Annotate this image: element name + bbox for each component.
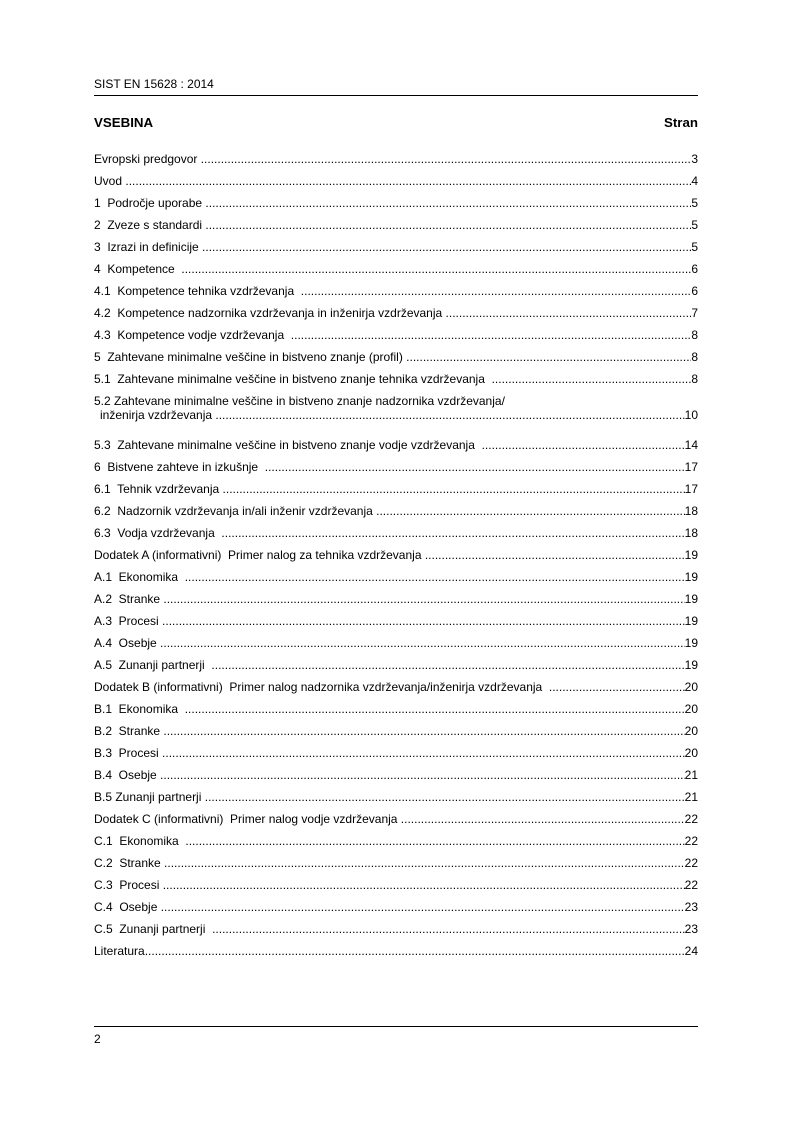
toc-entry-title: 5.3 Zahtevane minimalne veščine in bistveno znanje vodje vzdrževanja: [94, 438, 482, 452]
toc-entry-title: 6.3 Vodja vzdrževanja: [94, 526, 222, 540]
toc-entry[interactable]: [94, 350, 698, 372]
dot-leader: [291, 328, 692, 342]
toc-entry-title: B.4 Osebje: [94, 768, 161, 782]
toc-entry-title: B.1 Ekonomika: [94, 702, 185, 716]
toc-entry-line: [94, 922, 698, 936]
toc-entry-line: [94, 218, 698, 232]
toc-entry[interactable]: [94, 504, 698, 526]
dot-leader: [185, 570, 685, 584]
toc-entry-title: Dodatek C (informativni) Primer nalog vodje vzdrževanja: [94, 812, 401, 826]
toc-entry-page: 19: [684, 570, 698, 584]
toc-entry-line: [94, 570, 698, 584]
toc-entry-line: [94, 658, 698, 672]
toc-entry-page: 8: [691, 328, 698, 342]
toc-entry-page: 19: [684, 548, 698, 562]
toc-entry[interactable]: [94, 196, 698, 218]
toc-entry-title: 5 Zahtevane minimalne veščine in bistveno znanje (profil): [94, 350, 407, 364]
toc-entry-line: [94, 372, 698, 386]
toc-entry-title: 5.1 Zahtevane minimalne veščine in bistveno znanje tehnika vzdrževanja: [94, 372, 492, 386]
toc-entry-line: [94, 152, 698, 166]
dot-leader: [406, 350, 691, 364]
toc-entry-page: 22: [684, 856, 698, 870]
dot-leader: [185, 702, 685, 716]
toc-entry[interactable]: [94, 240, 698, 262]
toc-entry-title: 3 Izrazi in definicije: [94, 240, 203, 254]
toc-entry-page: 20: [684, 746, 698, 760]
toc-title: VSEBINA: [94, 115, 154, 130]
toc-entry[interactable]: [94, 922, 698, 944]
dot-leader: [185, 834, 684, 848]
toc-entry[interactable]: [94, 834, 698, 856]
toc-entry[interactable]: [94, 526, 698, 548]
dot-leader: [201, 152, 692, 166]
toc-entry-title: C.3 Procesi: [94, 878, 163, 892]
toc-entry-line: [94, 834, 698, 848]
toc-entry-page: 17: [684, 482, 698, 496]
toc-entry-page: 19: [684, 614, 698, 628]
dot-leader: [162, 746, 685, 760]
toc-entry-title: 2 Zveze s standardi: [94, 218, 206, 232]
toc-entry-line: [94, 548, 698, 562]
dot-leader: [162, 614, 685, 628]
toc-entry[interactable]: [94, 856, 698, 878]
toc-entry-line: [94, 174, 698, 188]
toc-entry-line: [94, 724, 698, 738]
dot-leader: [215, 408, 684, 422]
page-footer: [94, 1026, 698, 1046]
toc-entry-line: [94, 482, 698, 496]
toc-entry-line: [94, 350, 698, 364]
toc-entry-page: 18: [684, 526, 698, 540]
toc-entry-page: 22: [684, 878, 698, 892]
toc-entry-line: [94, 614, 698, 628]
page-column-label: Stran: [664, 115, 698, 130]
dot-leader: [160, 636, 685, 650]
toc-entry-title: 1 Področje uporabe: [94, 196, 206, 210]
dot-leader: [205, 196, 691, 210]
toc-entry-page: 7: [691, 306, 698, 320]
toc-entry-line: [94, 438, 698, 452]
toc-entry-title: 6.1 Tehnik vzdrževanja: [94, 482, 223, 496]
toc-entry-line: [94, 526, 698, 540]
toc-entry-page: 19: [684, 592, 698, 606]
toc-entry-line: [94, 768, 698, 782]
toc-entry-title: 6 Bistvene zahteve in izkušnje: [94, 460, 265, 474]
toc-entry-page: 5: [691, 218, 698, 232]
toc-entry[interactable]: [94, 812, 698, 834]
toc-entry-page: 19: [684, 636, 698, 650]
dot-leader: [301, 284, 692, 298]
toc-entry[interactable]: [94, 284, 698, 306]
dot-leader: [205, 218, 691, 232]
toc-entry-line: [94, 746, 698, 760]
toc-entry-title: C.5 Zunanji partnerji: [94, 922, 213, 936]
toc-entry[interactable]: [94, 790, 698, 812]
dot-leader: [163, 724, 684, 738]
toc-entry[interactable]: [94, 262, 698, 284]
toc-entry-title: B.5 Zunanji partnerji: [94, 790, 205, 804]
document-id: SIST EN 15628 : 2014: [94, 77, 214, 91]
toc-entry-continuation: inženirja vzdrževanja: [100, 408, 216, 422]
toc-entry-page: 14: [684, 438, 698, 452]
toc-entry-page: 20: [684, 702, 698, 716]
toc-entry-line: [94, 812, 698, 826]
toc-entry-line: [94, 284, 698, 298]
toc-entry-title: A.4 Osebje: [94, 636, 161, 650]
toc-entry-line: [94, 240, 698, 254]
toc-entry[interactable]: [94, 878, 698, 900]
toc-entry[interactable]: [94, 328, 698, 350]
toc-entry-page: 20: [684, 724, 698, 738]
toc-entry-title: A.2 Stranke: [94, 592, 164, 606]
dot-leader: [181, 262, 691, 276]
toc-entry[interactable]: [94, 394, 698, 438]
toc-entry-page: 22: [684, 834, 698, 848]
dot-leader: [145, 944, 685, 958]
toc-entry-page: 18: [684, 504, 698, 518]
dot-leader: [211, 658, 684, 672]
toc-entry-title: Evropski predgovor: [94, 152, 201, 166]
toc-entry[interactable]: [94, 460, 698, 482]
toc-entry[interactable]: [94, 768, 698, 790]
toc-entry-line: [94, 900, 698, 914]
toc-entry[interactable]: [94, 174, 698, 196]
table-of-contents: [94, 152, 698, 966]
toc-entry[interactable]: [94, 658, 698, 680]
toc-entry[interactable]: [94, 482, 698, 504]
toc-entry-title: Dodatek B (informativni) Primer nalog nadzornika vzdrževanja/inženirja vzdrževanja: [94, 680, 549, 694]
dot-leader: [549, 680, 685, 694]
toc-entry-page: 21: [684, 768, 698, 782]
toc-entry-page: 8: [691, 372, 698, 386]
dot-leader: [163, 592, 684, 606]
dot-leader: [425, 548, 685, 562]
toc-entry-line: [94, 262, 698, 276]
toc-entry-title: 4.1 Kompetence tehnika vzdrževanja: [94, 284, 301, 298]
toc-entry-page: 21: [684, 790, 698, 804]
toc-entry[interactable]: [94, 372, 698, 394]
toc-entry-title: B.2 Stranke: [94, 724, 164, 738]
toc-entry-line: [94, 460, 698, 474]
toc-entry-line: [94, 592, 698, 606]
toc-entry-line: [94, 504, 698, 518]
dot-leader: [223, 482, 685, 496]
toc-entry-line: [94, 680, 698, 694]
toc-entry-line: [94, 306, 698, 320]
toc-entry[interactable]: [94, 152, 698, 174]
toc-entry[interactable]: [94, 570, 698, 592]
toc-entry-line: [94, 636, 698, 650]
toc-heading: [94, 115, 698, 131]
dot-leader: [161, 900, 685, 914]
toc-entry[interactable]: [94, 548, 698, 570]
toc-entry-title: Literatura: [94, 944, 145, 958]
toc-entry-page: 23: [684, 900, 698, 914]
dot-leader: [446, 306, 692, 320]
toc-entry[interactable]: [94, 746, 698, 768]
toc-entry-title: Uvod: [94, 174, 126, 188]
dot-leader: [164, 856, 685, 870]
toc-entry[interactable]: [94, 218, 698, 240]
dot-leader: [376, 504, 685, 518]
toc-entry[interactable]: [94, 438, 698, 460]
dot-leader: [160, 768, 685, 782]
dot-leader: [163, 878, 685, 892]
toc-entry-page: 8: [691, 350, 698, 364]
toc-entry-title: 4 Kompetence: [94, 262, 182, 276]
toc-entry-line: [94, 328, 698, 342]
toc-entry[interactable]: [94, 702, 698, 724]
dot-leader: [205, 790, 685, 804]
toc-entry-title: A.1 Ekonomika: [94, 570, 185, 584]
toc-entry-line: [94, 856, 698, 870]
toc-entry-page: 10: [684, 408, 698, 422]
dot-leader: [482, 438, 685, 452]
dot-leader: [401, 812, 685, 826]
toc-entry-page: 3: [691, 152, 698, 166]
toc-entry-title: C.4 Osebje: [94, 900, 161, 914]
toc-entry-page: 6: [691, 284, 698, 298]
toc-entry-line: [94, 408, 698, 422]
toc-entry-title: C.1 Ekonomika: [94, 834, 186, 848]
dot-leader: [221, 526, 684, 540]
toc-entry[interactable]: [94, 680, 698, 702]
toc-entry-page: 17: [684, 460, 698, 474]
toc-entry-title: A.3 Procesi: [94, 614, 163, 628]
toc-entry-page: 22: [684, 812, 698, 826]
toc-entry[interactable]: [94, 900, 698, 922]
toc-entry-line: [94, 790, 698, 804]
toc-entry-title: A.5 Zunanji partnerji: [94, 658, 212, 672]
toc-entry-title: C.2 Stranke: [94, 856, 165, 870]
toc-entry-page: 6: [691, 262, 698, 276]
dot-leader: [492, 372, 692, 386]
page-number: 2: [94, 1032, 101, 1046]
toc-entry[interactable]: [94, 944, 698, 966]
toc-entry-page: 4: [691, 174, 698, 188]
toc-entry-page: 19: [684, 658, 698, 672]
toc-entry[interactable]: [94, 724, 698, 746]
toc-entry-line: [94, 878, 698, 892]
toc-entry[interactable]: [94, 306, 698, 328]
toc-entry[interactable]: [94, 592, 698, 614]
toc-entry-page: 20: [684, 680, 698, 694]
dot-leader: [212, 922, 685, 936]
dot-leader: [125, 174, 691, 188]
toc-entry-title: B.3 Procesi: [94, 746, 163, 760]
toc-entry-title: 4.2 Kompetence nadzornika vzdrževanja in inženirja vzdrževanja: [94, 306, 446, 320]
toc-entry-title: 6.2 Nadzornik vzdrževanja in/ali inženir vzdrževanja: [94, 504, 377, 518]
toc-entry-title: 5.2 Zahtevane minimalne veščine in bistveno znanje nadzornika vzdrževanja/: [94, 394, 505, 408]
page-header: [94, 75, 698, 96]
toc-entry-line: [94, 196, 698, 210]
toc-entry[interactable]: [94, 636, 698, 658]
toc-entry-page: 23: [684, 922, 698, 936]
toc-entry-page: 5: [691, 240, 698, 254]
dot-leader: [265, 460, 685, 474]
toc-entry-line: [94, 944, 698, 958]
toc-entry-page: 24: [684, 944, 698, 958]
toc-entry-title: 4.3 Kompetence vodje vzdrževanja: [94, 328, 291, 342]
toc-entry-page: 5: [691, 196, 698, 210]
toc-entry-title: Dodatek A (informativni) Primer nalog za tehnika vzdrževanja: [94, 548, 425, 562]
toc-entry-line: [94, 702, 698, 716]
toc-entry[interactable]: [94, 614, 698, 636]
dot-leader: [202, 240, 691, 254]
